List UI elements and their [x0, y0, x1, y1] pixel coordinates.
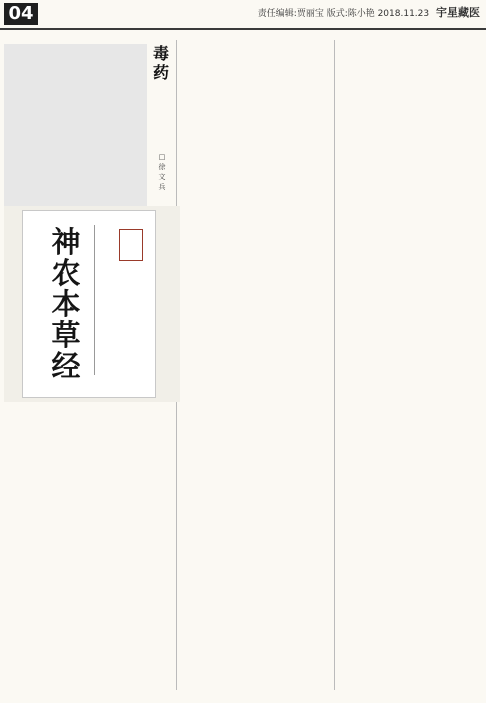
column-title [152, 44, 170, 82]
body-text-left [4, 272, 170, 670]
article-author [156, 152, 168, 192]
section-label: 宇星藏医 [436, 6, 480, 19]
intro-paragraph [10, 50, 140, 200]
vertical-char: 兵 [158, 183, 166, 191]
vertical-char: 经 [51, 349, 81, 383]
intro-box [4, 44, 147, 206]
page-number: 04 [4, 3, 38, 25]
vertical-char: 草 [51, 318, 81, 352]
body-text-middle [181, 216, 329, 668]
footnote [338, 646, 482, 686]
vertical-char: 徐 [158, 163, 166, 171]
vertical-char: 本 [51, 287, 81, 321]
vertical-char: 药 [152, 63, 169, 82]
vertical-char: 农 [51, 256, 81, 290]
column-rule [334, 40, 335, 690]
header-info [258, 6, 480, 21]
body-text-right [338, 44, 482, 636]
vertical-char: 毒 [152, 44, 169, 63]
vertical-char: 文 [158, 173, 166, 181]
red-seal-icon [119, 229, 143, 261]
body-text-middle-top [181, 44, 329, 214]
vertical-char: 神 [51, 225, 81, 259]
header-editor-line: 责任编辑:贾丽宝 版式:陈小艳 2018.11.23 [257, 9, 430, 19]
page-header [0, 0, 486, 30]
vertical-char: □ [158, 153, 166, 161]
